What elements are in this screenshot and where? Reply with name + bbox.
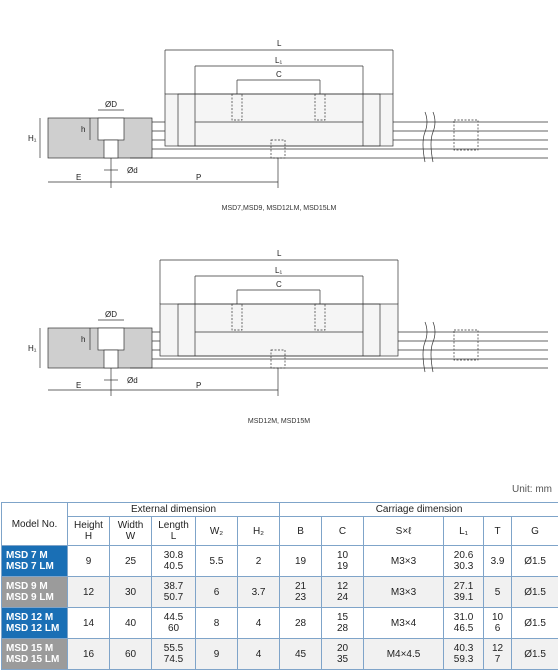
model-cell: MSD 12 M MSD 12 LM [2, 608, 68, 639]
cell-l1: 20.6 30.3 [444, 546, 484, 577]
table-row [2, 577, 558, 608]
cell-c: 12 24 [322, 577, 364, 608]
cell-l1: 27.1 39.1 [444, 577, 484, 608]
cell-h2: 3.7 [238, 577, 280, 608]
model-cell: MSD 15 M MSD 15 LM [2, 639, 68, 670]
label-E: E [76, 381, 82, 390]
column-header [322, 517, 364, 546]
column-header-label: W₂ [209, 525, 224, 537]
label-H1: H₁ [28, 344, 37, 353]
counterbore [98, 118, 124, 140]
cell-sxl: M3×3 [364, 546, 444, 577]
cell-l1: 31.0 46.5 [444, 608, 484, 639]
cell-w2: 9 [196, 639, 238, 670]
column-header-symbol: H [84, 531, 93, 542]
label-L1: L₁ [275, 56, 283, 65]
cell-length: 38.7 50.7 [152, 577, 196, 608]
column-header-symbol: L [170, 531, 177, 542]
label-E: E [76, 173, 82, 182]
column-header-label: Width [117, 520, 144, 531]
label-D: ØD [105, 100, 117, 109]
column-header [152, 517, 196, 546]
cell-width: 25 [110, 546, 152, 577]
cell-b: 19 [280, 546, 322, 577]
cell-w2: 5.5 [196, 546, 238, 577]
counterbore [98, 328, 124, 350]
cell-c: 10 19 [322, 546, 364, 577]
label-P: P [196, 173, 202, 182]
label-C: C [276, 280, 282, 289]
cell-h2: 4 [238, 639, 280, 670]
cell-g: Ø1.5 [512, 608, 558, 639]
cell-sxl: M4×4.5 [364, 639, 444, 670]
carriage-body [165, 94, 393, 146]
cell-w2: 8 [196, 608, 238, 639]
cell-h2: 2 [238, 546, 280, 577]
cell-length: 44.5 60 [152, 608, 196, 639]
cell-g: Ø1.5 [512, 546, 558, 577]
cell-height: 12 [68, 577, 110, 608]
column-header-label: B [297, 525, 304, 537]
label-h: h [81, 125, 86, 134]
cell-t: 3.9 [484, 546, 512, 577]
header-model: Model No. [2, 503, 68, 546]
column-header [280, 517, 322, 546]
drawing1-caption: MSD7,MSD9, MSD12LM, MSD15LM [221, 205, 337, 212]
cell-c: 20 35 [322, 639, 364, 670]
label-H1: H₁ [28, 134, 37, 143]
table-row [2, 639, 558, 670]
cell-b: 45 [280, 639, 322, 670]
cell-g: Ø1.5 [512, 577, 558, 608]
cell-height: 16 [68, 639, 110, 670]
cell-height: 9 [68, 546, 110, 577]
label-d: Ød [127, 376, 138, 385]
cell-w2: 6 [196, 577, 238, 608]
cell-c: 15 28 [322, 608, 364, 639]
column-header-label: C [338, 525, 347, 537]
table-row [2, 608, 558, 639]
bolt-hole [104, 350, 118, 368]
cell-sxl: M3×3 [364, 577, 444, 608]
column-header [68, 517, 110, 546]
header-carriage: Carriage dimension [280, 503, 558, 517]
column-header-label: T [494, 525, 501, 537]
table-body [2, 546, 558, 670]
column-headers [2, 517, 558, 546]
label-P: P [196, 381, 202, 390]
cell-t: 10 6 [484, 608, 512, 639]
drawing-svg [0, 0, 558, 230]
column-header-label: Height [74, 520, 103, 531]
cell-width: 40 [110, 608, 152, 639]
column-header [484, 517, 512, 546]
drawing2-caption: MSD12M, MSD15M [247, 418, 311, 425]
cell-t: 5 [484, 577, 512, 608]
cell-g: Ø1.5 [512, 639, 558, 670]
cell-width: 60 [110, 639, 152, 670]
label-L1: L₁ [275, 266, 283, 275]
drawing-svg [0, 230, 558, 440]
cell-sxl: M3×4 [364, 608, 444, 639]
cell-l1: 40.3 59.3 [444, 639, 484, 670]
column-header-label: G [531, 525, 539, 537]
dimension-drawing-top [0, 0, 558, 230]
column-header [196, 517, 238, 546]
label-D: ØD [105, 310, 117, 319]
column-header-symbol: W [125, 531, 136, 542]
cell-t: 12 7 [484, 639, 512, 670]
model-cell: MSD 9 M MSD 9 LM [2, 577, 68, 608]
column-header-label: Length [158, 520, 189, 531]
column-header [444, 517, 484, 546]
spec-table [1, 502, 558, 670]
column-header-label: H₂ [252, 525, 265, 537]
cell-h2: 4 [238, 608, 280, 639]
unit-label: Unit: mm [512, 484, 552, 495]
cell-b: 21 23 [280, 577, 322, 608]
label-L: L [277, 39, 282, 48]
cell-length: 30.8 40.5 [152, 546, 196, 577]
label-L: L [277, 249, 282, 258]
carriage-body [160, 304, 398, 356]
column-header [238, 517, 280, 546]
model-cell: MSD 7 M MSD 7 LM [2, 546, 68, 577]
dimension-drawing-bottom [0, 230, 558, 440]
column-header-label: S×ℓ [395, 525, 412, 537]
column-header-label: L₁ [459, 525, 468, 537]
column-header [110, 517, 152, 546]
cell-height: 14 [68, 608, 110, 639]
column-header [364, 517, 444, 546]
cell-b: 28 [280, 608, 322, 639]
bolt-hole [104, 140, 118, 158]
cell-length: 55.5 74.5 [152, 639, 196, 670]
cell-width: 30 [110, 577, 152, 608]
label-d: Ød [127, 166, 138, 175]
header-external: External dimension [68, 503, 280, 517]
column-header [512, 517, 558, 546]
table-row [2, 546, 558, 577]
label-h: h [81, 335, 86, 344]
label-C: C [276, 70, 282, 79]
